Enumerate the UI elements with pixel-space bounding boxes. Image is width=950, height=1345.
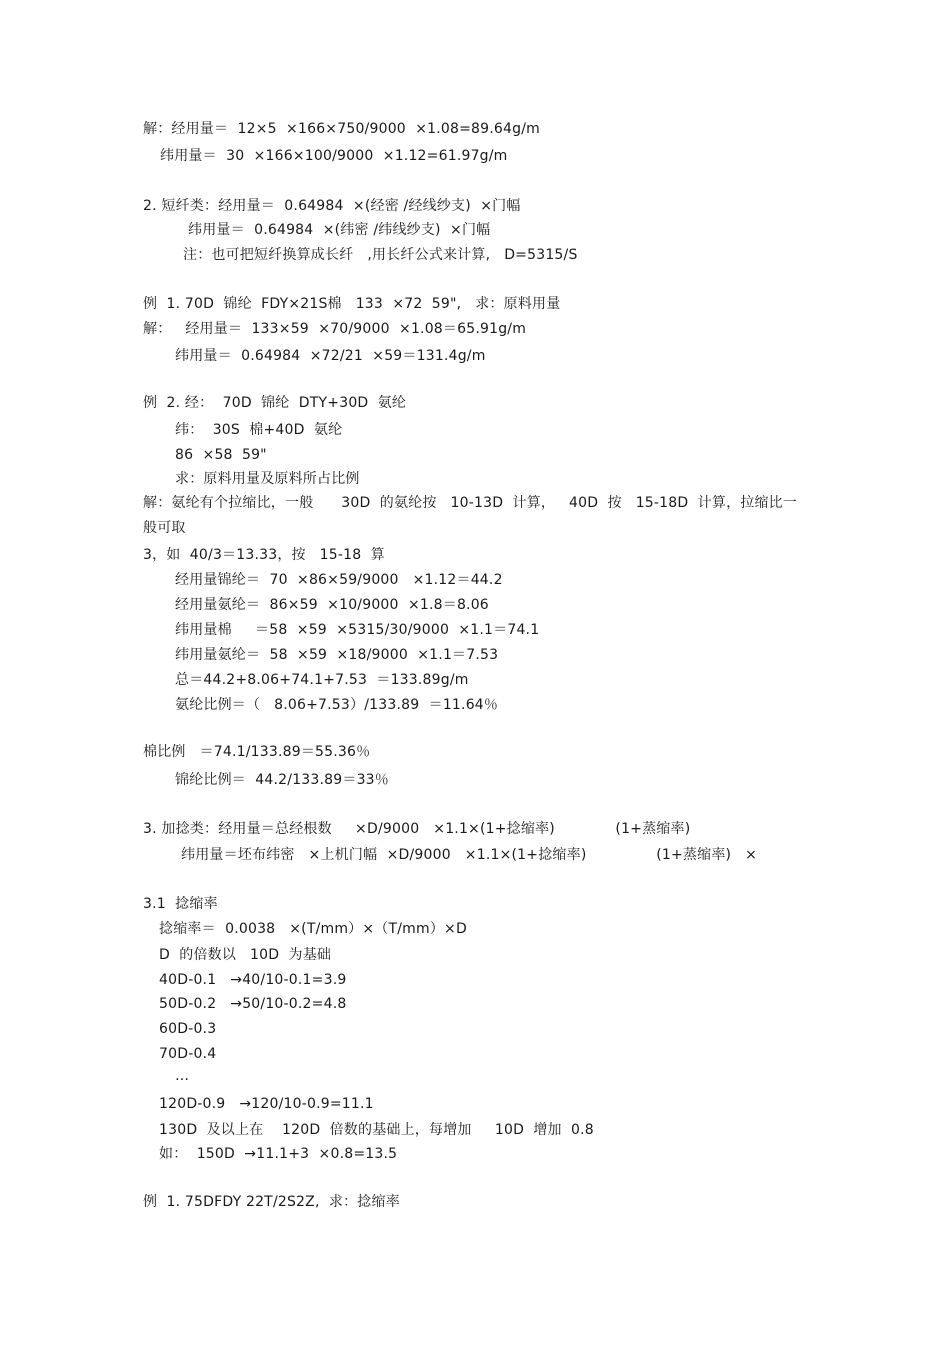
text-line: 130D 及以上在 120D 倍数的基础上，每增加 10D 增加 0.8 [159,1122,594,1138]
text-line: 3，如 40/3＝13.33，按 15-18 算 [143,547,385,563]
text-line: … [175,1068,190,1084]
text-line: 纬用量＝ 0.64984 ×72/21 ×59＝131.4g/m [175,348,486,364]
text-line: 般可取 [143,520,186,536]
text-line: 50D-0.2 →50/10-0.2=4.8 [159,996,347,1012]
text-line: 例 2. 经： 70D 锦纶 DTY+30D 氨纶 [143,395,407,411]
text-line: 86 ×58 59" [175,447,267,463]
text-line: 经用量氨纶＝ 86×59 ×10/9000 ×1.8＝8.06 [175,597,489,613]
text-line: 3. 加捻类：经用量＝总经根数 ×D/9000 ×1.1×(1+捻缩率) (1+蒸缩率) [143,821,691,837]
text-line: 棉比例 ＝74.1/133.89＝55.36％ [143,744,371,760]
text-line: 2. 短纤类：经用量＝ 0.64984 ×(经密 /经线纱支) ×门幅 [143,198,521,214]
text-line: 求：原料用量及原料所占比例 [175,471,360,487]
text-line: 例 1. 75DFDY 22T/2S2Z, 求：捻缩率 [143,1194,400,1210]
text-line: 70D-0.4 [159,1046,217,1062]
text-line: 纬用量氨纶＝ 58 ×59 ×18/9000 ×1.1＝7.53 [175,647,499,663]
text-line: 120D-0.9 →120/10-0.9=11.1 [159,1096,374,1112]
text-line: 例 1. 70D 锦纶 FDY×21S棉 133 ×72 59", 求：原料用量 [143,296,561,312]
text-line: 纬： 30S 棉+40D 氨纶 [175,422,343,438]
text-line: 总＝44.2+8.06+74.1+7.53 ＝133.89g/m [175,672,469,688]
text-line: 如： 150D →11.1+3 ×0.8=13.5 [159,1146,398,1162]
text-line: 纬用量棉 ＝58 ×59 ×5315/30/9000 ×1.1＝74.1 [175,622,540,638]
text-line: 氨纶比例＝（ 8.06+7.53）/133.89 ＝11.64％ [175,697,499,713]
text-line: 捻缩率＝ 0.0038 ×(T/mm）×（T/mm）×D [159,921,467,937]
text-line: 解： 经用量＝ 133×59 ×70/9000 ×1.08＝65.91g/m [143,321,527,337]
text-line: 经用量锦纶＝ 70 ×86×59/9000 ×1.12＝44.2 [175,572,503,588]
text-line: D 的倍数以 10D 为基础 [159,947,332,963]
text-line: 60D-0.3 [159,1021,217,1037]
text-line: 纬用量＝坯布纬密 ×上机门幅 ×D/9000 ×1.1×(1+捻缩率) (1+蒸缩率) × [181,847,758,863]
text-line: 解：氨纶有个拉缩比，一般 30D 的氨纶按 10-13D 计算， 40D 按 15-18D 计算，拉缩比一 [143,495,798,511]
text-line: 40D-0.1 →40/10-0.1=3.9 [159,972,347,988]
text-line: 3.1 捻缩率 [143,896,218,912]
text-line: 纬用量＝ 0.64984 ×(纬密 /纬线纱支) ×门幅 [188,222,491,238]
text-line: 纬用量＝ 30 ×166×100/9000 ×1.12=61.97g/m [160,148,508,164]
text-line: 解：经用量＝ 12×5 ×166×750/9000 ×1.08=89.64g/m [143,121,540,137]
text-line: 注：也可把短纤换算成长纤 ,用长纤公式来计算, D=5315/S [183,247,578,263]
text-line: 锦纶比例＝ 44.2/133.89＝33％ [175,772,389,788]
